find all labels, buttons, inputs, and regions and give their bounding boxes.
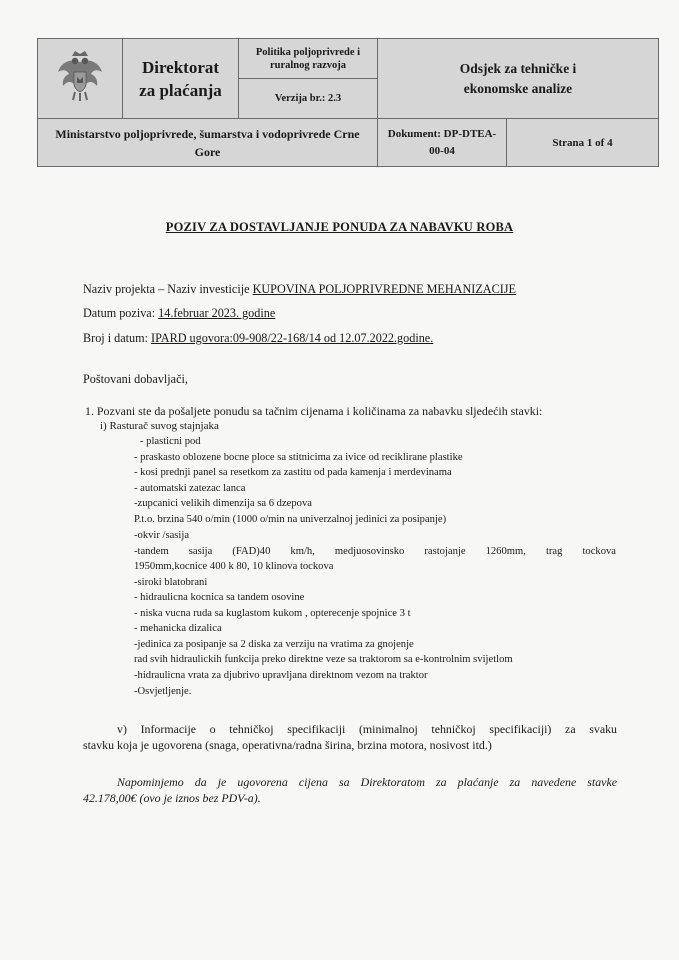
version-label: Verzija br.: 2.3: [274, 93, 342, 104]
page-cell: [507, 119, 659, 167]
logo-cell: [38, 39, 123, 119]
project-line: [83, 282, 516, 297]
spec-line: - niska vucna ruda sa kuglastom kukom , opterecenje spojnice 3 t: [134, 608, 411, 619]
item-v-line1: v) Informacije o tehničkoj specifikaciji (minimalnoj tehničkoj specifikaciji) za svaku: [117, 722, 617, 736]
policy-cell: [239, 39, 378, 79]
date-line: [83, 306, 275, 321]
spec-line: - mehanicka dizalica: [134, 623, 222, 634]
ministry-line2: Gore: [194, 144, 221, 159]
spec-line: -zupcanici velikih dimenzija sa 6 dzepova: [134, 498, 312, 509]
spec-line: 1950mm,kocnice 400 k 80, 10 klinova tockova: [134, 561, 334, 572]
page-number: Strana 1 of 4: [552, 136, 613, 149]
document-line1: Dokument: DP-DTEA-: [387, 127, 497, 140]
directorate-cell: [123, 39, 239, 119]
number-label: Broj i datum:: [83, 331, 152, 345]
spec-line: - kosi prednji panel sa resetkom za zastitu od pada kamenja i merdevinama: [134, 467, 452, 478]
spec-line: P.t.o. brzina 540 o/min (1000 o/min na univerzalnoj jedinici za posipanje): [134, 514, 447, 525]
spec-line: -okvir /sasija: [134, 530, 190, 541]
department-line1: Odsjek za tehničke i: [459, 60, 577, 76]
department-line2: ekonomske analize: [463, 80, 573, 96]
spec-line: - praskasto oblozene bocne ploce sa stitnicima za ivice od reciklirane plastike: [134, 452, 463, 463]
number-line: [83, 331, 433, 346]
subitem-i: i) Rasturač suvog stajnjaka: [100, 420, 219, 432]
spec-line: -hidraulicna vrata za djubrivo upravljana direktnom vezom na traktor: [134, 670, 428, 681]
version-cell: [239, 79, 378, 119]
document-title: POZIV ZA DOSTAVLJANJE PONUDA ZA NABAVKU ROBA: [165, 220, 514, 234]
header-table: [37, 38, 659, 167]
project-label: Naziv projekta – Naziv investicije: [83, 282, 253, 296]
spec-line: -jedinica za posipanje sa 2 diska za verziju na vratima za gnojenje: [134, 639, 414, 650]
date-label: Datum poziva:: [83, 306, 159, 320]
ministry-cell: [38, 119, 378, 167]
policy-line2: ruralnog razvoja: [269, 59, 347, 71]
item-v-line2: stavku koja je ugovorena (snaga, operativna/radna širina, brzina motora, nosivost itd.): [83, 738, 492, 752]
directorate-name: Direktorat: [141, 57, 220, 77]
greeting: Poštovani dobavljači,: [83, 372, 188, 386]
price-note-line2: 42.178,00€ (ovo je iznos bez PDV-a).: [83, 791, 261, 805]
price-note-line1: Napominjemo da je ugovorena cijena sa Direktoratom za plaćanje za navedene stavke: [117, 775, 617, 789]
ministry-line1: Ministarstvo poljoprivrede, šumarstva i vodoprivrede Crne: [55, 126, 360, 141]
spec-line: - plasticni pod: [140, 436, 201, 447]
spec-line: -Osvjetljenje.: [134, 686, 192, 697]
spec-line: -siroki blatobrani: [134, 577, 208, 588]
directorate-name-line2: za plaćanja: [139, 80, 222, 100]
date-value: 14.februar 2023. godine: [158, 306, 276, 320]
coat-of-arms-icon: [55, 48, 105, 104]
document-line2: 00-04: [429, 144, 455, 157]
spec-line: - hidraulicna kocnica sa tandem osovine: [134, 592, 305, 603]
document-cell: [378, 119, 507, 167]
policy-line1: Politika poljoprivrede i: [255, 46, 361, 58]
item1-intro: 1. Pozvani ste da pošaljete ponudu sa tačnim cijenama i količinama za nabavku sljedećih stavki:: [85, 404, 543, 418]
department-cell: [378, 39, 659, 119]
spec-line: - automatski zatezac lanca: [134, 483, 246, 494]
project-value: KUPOVINA POLJOPRIVREDNE MEHANIZACIJE: [252, 282, 516, 296]
spec-line: -tandem sasija (FAD)40 km/h, medjuosovinsko rastojanje 1260mm, trag tockova: [134, 546, 616, 557]
number-value: IPARD ugovora:09-908/22-168/14 od 12.07.2022.godine.: [151, 331, 434, 345]
spec-line: rad svih hidraulickih funkcija preko direktne veze sa traktorom sa e-kontrolnim svijetlom: [134, 654, 513, 665]
